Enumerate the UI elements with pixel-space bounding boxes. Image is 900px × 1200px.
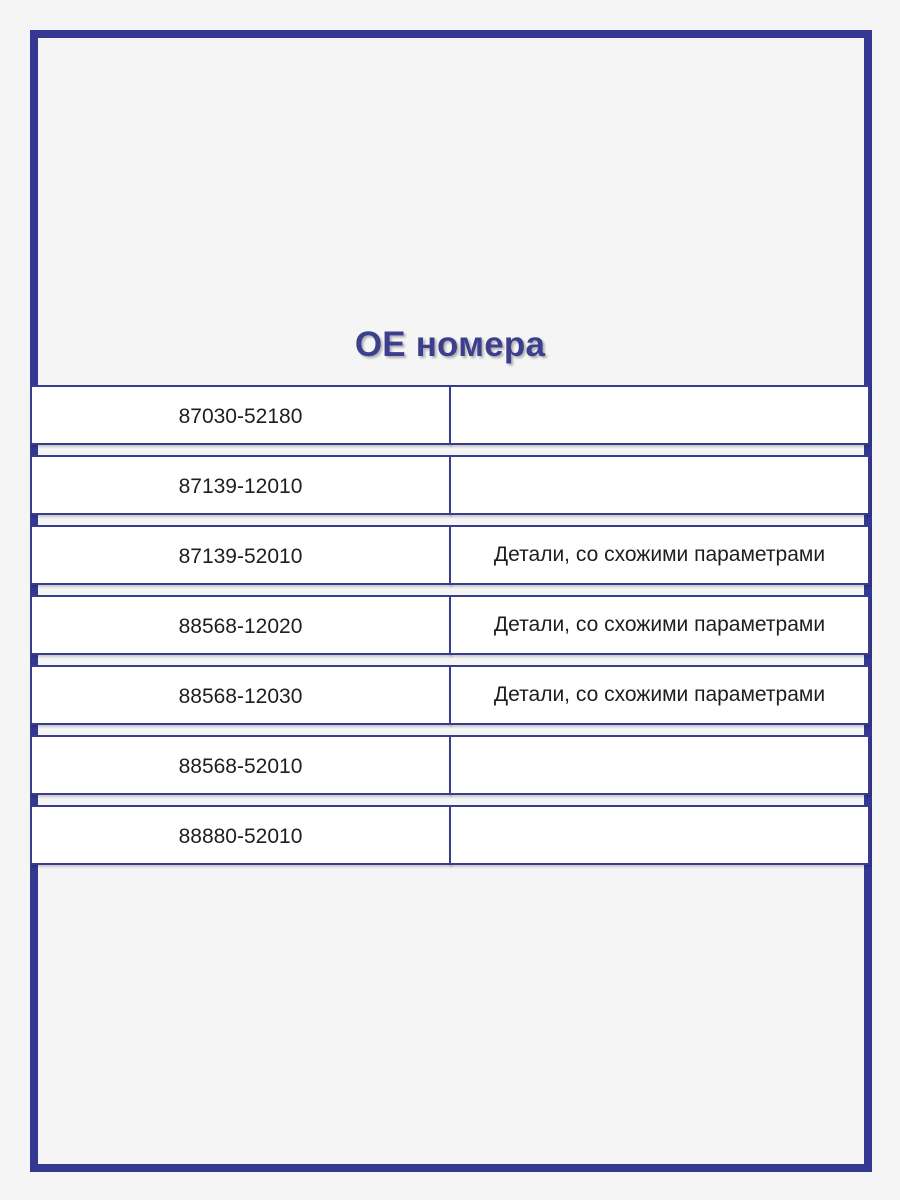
oe-number-cell: 88568-12030 [30, 665, 451, 725]
oe-number-cell: 88568-12020 [30, 595, 451, 655]
note-cell: Детали, со схожими параметрами [449, 665, 870, 725]
oe-number-cell: 87139-52010 [30, 525, 451, 585]
oe-number-cell: 87139-12010 [30, 455, 451, 515]
table-row [30, 665, 870, 725]
note-cell [449, 385, 870, 445]
oe-number-cell: 88568-52010 [30, 735, 451, 795]
table-row [30, 525, 870, 585]
oe-number-cell: 87030-52180 [30, 385, 451, 445]
page-title: OE номера [354, 325, 546, 364]
table-row [30, 455, 870, 515]
table-row [30, 805, 870, 865]
table-row [30, 735, 870, 795]
note-cell: Детали, со схожими параметрами [449, 525, 870, 585]
oe-numbers-table [30, 385, 870, 875]
oe-number-cell: 88880-52010 [30, 805, 451, 865]
note-cell: Детали, со схожими параметрами [449, 595, 870, 655]
note-cell [449, 735, 870, 795]
table-row [30, 385, 870, 445]
note-cell [449, 805, 870, 865]
table-row [30, 595, 870, 655]
note-cell [449, 455, 870, 515]
